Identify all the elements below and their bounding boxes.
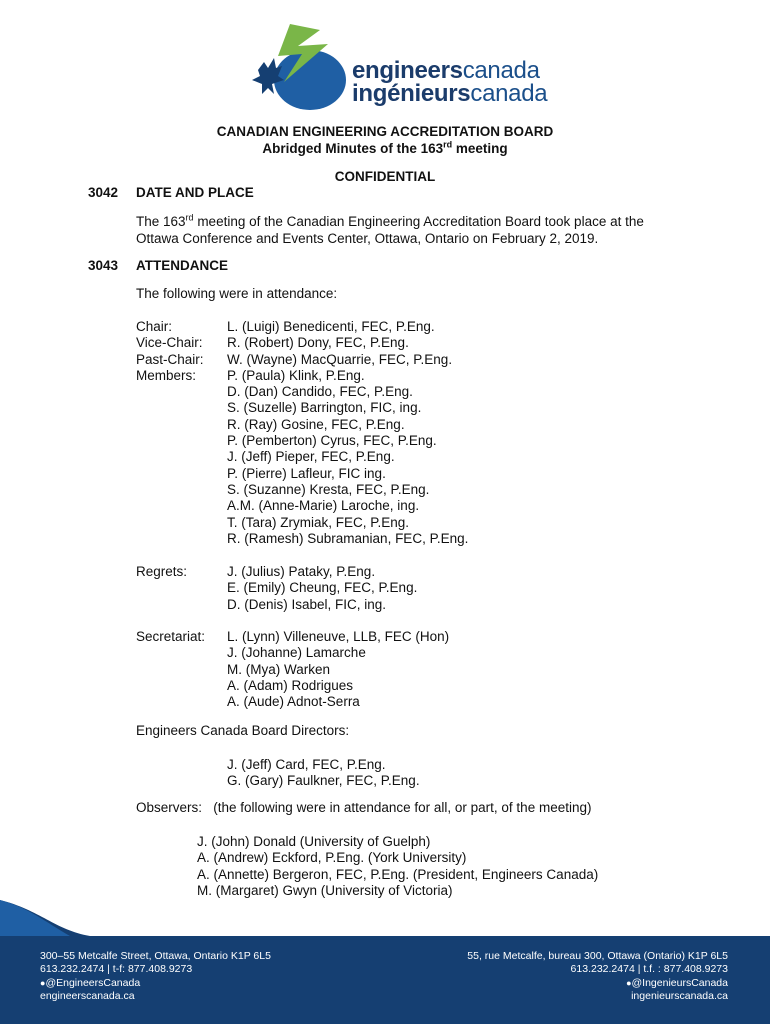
section-3042-title: DATE AND PLACE: [136, 185, 254, 200]
observer-name: A. (Andrew) Eckford, P.Eng. (York University): [197, 850, 467, 866]
section-3042-text-line1: The 163rd meeting of the Canadian Engineering Accreditation Board took place at the: [136, 212, 644, 229]
footer-twitter-fr[interactable]: ●@IngenieursCanada: [626, 976, 728, 989]
member-name: S. (Suzelle) Barrington, FIC, ing.: [227, 400, 422, 416]
member-name: W. (Wayne) MacQuarrie, FEC, P.Eng.: [227, 351, 453, 367]
footer-twitter-en[interactable]: ●@EngineersCanada: [40, 976, 141, 989]
logo-line-en: engineerscanada: [352, 57, 540, 84]
member-name: J. (Jeff) Pieper, FEC, P.Eng.: [227, 449, 395, 465]
member-name: A.M. (Anne-Marie) Laroche, ing.: [227, 498, 420, 514]
footer-website-fr[interactable]: ingenieurscanada.ca: [631, 989, 728, 1002]
footer-website-en[interactable]: engineerscanada.ca: [40, 989, 135, 1002]
member-name: R. (Ramesh) Subramanian, FEC, P.Eng.: [227, 530, 469, 546]
directors-list: [227, 757, 420, 790]
footer-left: [40, 950, 271, 1003]
member-name: L. (Luigi) Benedicenti, FEC, P.Eng.: [227, 319, 435, 334]
role-label: Vice-Chair:: [136, 335, 203, 351]
regrets-list: [227, 564, 417, 613]
role-label: Chair:: [136, 319, 173, 334]
role-label: Members:: [136, 367, 197, 383]
board-title: CANADIAN ENGINEERING ACCREDITATION BOARD: [216, 124, 554, 139]
role-labels: [136, 319, 204, 384]
section-3042-text-line2: Ottawa Conference and Events Center, Ottawa, Ontario on February 2, 2019.: [136, 231, 599, 246]
directors-intro: Engineers Canada Board Directors:: [136, 723, 350, 738]
secretariat-name: A. (Aude) Adnot-Serra: [227, 694, 360, 710]
regrets-name: J. (Julius) Pataky, P.Eng.: [227, 564, 376, 579]
section-3043-title: ATTENDANCE: [136, 258, 228, 273]
footer-blue-wave: [0, 900, 70, 936]
observers-list: [197, 834, 598, 899]
footer-address-fr: 55, rue Metcalfe, bureau 300, Ottawa (Ontario) K1P 6L5: [467, 950, 728, 962]
observer-name: A. (Annette) Bergeron, FEC, P.Eng. (President, Engineers Canada): [197, 866, 599, 882]
regrets-name: E. (Emily) Cheung, FEC, P.Eng.: [227, 580, 418, 596]
member-name: R. (Robert) Dony, FEC, P.Eng.: [227, 335, 409, 351]
regrets-label: Regrets:: [136, 564, 188, 579]
member-name: T. (Tara) Zrymiak, FEC, P.Eng.: [227, 514, 410, 530]
secretariat-name: J. (Johanne) Lamarche: [227, 645, 366, 661]
footer-phone-en: 613.232.2474 | t-f: 877.408.9273: [40, 963, 193, 976]
observers-line: Observers: (the following were in attendance for all, or part, of the meeting): [136, 800, 592, 815]
role-label: Past-Chair:: [136, 351, 204, 367]
footer-phone-fr: 613.232.2474 | t.f. : 877.408.9273: [570, 963, 728, 976]
member-name: P. (Pierre) Lafleur, FIC ing.: [227, 465, 386, 481]
logo: [250, 22, 548, 112]
secretariat-name: L. (Lynn) Villeneuve, LLB, FEC (Hon): [227, 629, 450, 644]
confidential-label: CONFIDENTIAL: [334, 169, 436, 184]
footer-right: [467, 950, 728, 1003]
observer-name: J. (John) Donald (University of Guelph): [197, 834, 431, 849]
director-name: G. (Gary) Faulkner, FEC, P.Eng.: [227, 773, 420, 789]
member-name: P. (Pemberton) Cyrus, FEC, P.Eng.: [227, 433, 437, 449]
twitter-icon: ●: [626, 977, 632, 988]
minutes-subtitle: Abridged Minutes of the 163rd meeting: [262, 139, 508, 156]
members-list: [227, 319, 468, 547]
member-name: P. (Paula) Klink, P.Eng.: [227, 367, 365, 383]
secretariat-label: Secretariat:: [136, 629, 206, 644]
section-3042-number: 3042: [88, 185, 119, 200]
member-name: S. (Suzanne) Kresta, FEC, P.Eng.: [227, 481, 430, 497]
logo-line-fr: ingénieurscanada: [352, 80, 548, 107]
attendance-intro: The following were in attendance:: [136, 286, 338, 301]
twitter-icon: ●: [40, 977, 46, 988]
footer-address-en: 300–55 Metcalfe Street, Ottawa, Ontario K1P 6L5: [40, 950, 271, 962]
member-name: R. (Ray) Gosine, FEC, P.Eng.: [227, 416, 405, 432]
director-name: J. (Jeff) Card, FEC, P.Eng.: [227, 757, 386, 772]
secretariat-name: M. (Mya) Warken: [227, 661, 331, 677]
logo-mark-icon: [250, 22, 360, 112]
observer-name: M. (Margaret) Gwyn (University of Victoria): [197, 882, 453, 898]
regrets-name: D. (Denis) Isabel, FIC, ing.: [227, 596, 387, 612]
member-name: D. (Dan) Candido, FEC, P.Eng.: [227, 384, 413, 400]
secretariat-name: A. (Adam) Rodrigues: [227, 677, 354, 693]
section-3043-number: 3043: [88, 258, 119, 273]
secretariat-list: [227, 629, 449, 710]
